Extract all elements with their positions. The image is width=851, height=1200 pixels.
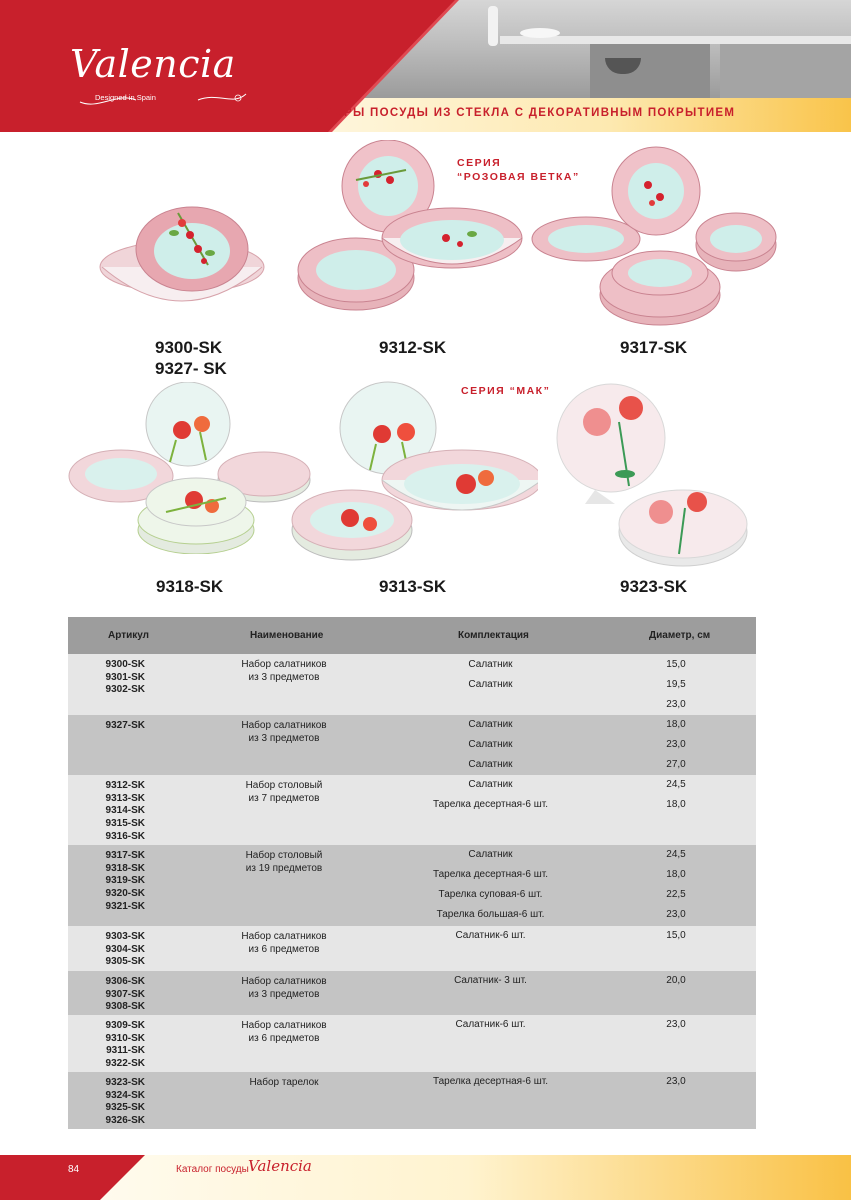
product-code-9318: 9318-SK	[156, 577, 224, 596]
header-diameter: Диаметр, см	[649, 630, 711, 641]
product-code-9317: 9317-SK	[620, 338, 688, 357]
table-row: 9317-SK 9318-SK 9319-SK 9320-SK 9321-SK Набор столовый из 19 предметов Салатник 24,5 Тарелка десертная-6 шт. 18,0 Тарелка суповая-6 шт. 22,5 Тарелка большая-6 шт. 23,0	[68, 845, 756, 926]
footer-brand-logo: Valencia	[248, 1157, 312, 1175]
brand-logo-text: Valencia	[70, 42, 236, 86]
catalog-label: Каталог посуды	[176, 1164, 249, 1175]
page-title: НАБОРЫ ПОСУДЫ ИЗ СТЕКЛА С ДЕКОРАТИВНЫМ ПОКРЫТИЕМ	[305, 107, 736, 119]
table-row: 9303-SK 9304-SK 9305-SK Набор салатников из 6 предметов Салатник-6 шт. 15,0	[68, 926, 756, 971]
page-number: 84	[68, 1164, 80, 1175]
product-image-9300	[98, 205, 268, 315]
product-code-9313: 9313-SK	[379, 577, 447, 596]
table-row: 9323-SK 9324-SK 9325-SK 9326-SK Набор тарелок Тарелка десертная-6 шт. 23,0	[68, 1072, 756, 1129]
table-row: 9309-SK 9310-SK 9311-SK 9322-SK Набор салатников из 6 предметов Салатник-6 шт. 23,0	[68, 1015, 756, 1072]
header-article: Артикул	[108, 630, 150, 641]
page-header	[0, 0, 851, 132]
brand-logo	[70, 42, 250, 112]
table-header	[68, 617, 756, 654]
header-name: Наименование	[250, 630, 324, 641]
product-code-9323: 9323-SK	[620, 577, 688, 596]
series-label-rose: СЕРИЯ “РОЗОВАЯ ВЕТКА”	[457, 157, 580, 183]
product-image-9313	[290, 380, 538, 570]
table-row: 9300-SK 9301-SK 9302-SK Набор салатников из 3 предметов Салатник 15,0 Салатник 19,5 23,0	[68, 654, 756, 715]
product-image-9323	[555, 382, 750, 572]
product-image-9318	[66, 382, 314, 554]
table-row: 9306-SK 9307-SK 9308-SK Набор салатников из 3 предметов Салатник- 3 шт. 20,0	[68, 971, 756, 1015]
page-footer	[0, 1155, 851, 1200]
series-label-poppy: СЕРИЯ “МАК”	[461, 385, 551, 397]
product-code-9312: 9312-SK	[379, 338, 447, 357]
table-row: 9312-SK 9313-SK 9314-SK 9315-SK 9316-SK Набор столовый из 7 предметов Салатник 24,5 Тарелка десертная-6 шт. 18,0	[68, 775, 756, 845]
header-contents: Комплектация	[458, 630, 529, 641]
specs-table	[68, 617, 756, 1129]
table-row: 9327-SK Набор салатников из 3 предметов Салатник 18,0 Салатник 23,0 Салатник 27,0	[68, 715, 756, 775]
product-code-9300: 9300-SK 9327- SK	[155, 338, 227, 378]
brand-tagline: Designed in Spain	[95, 93, 156, 102]
